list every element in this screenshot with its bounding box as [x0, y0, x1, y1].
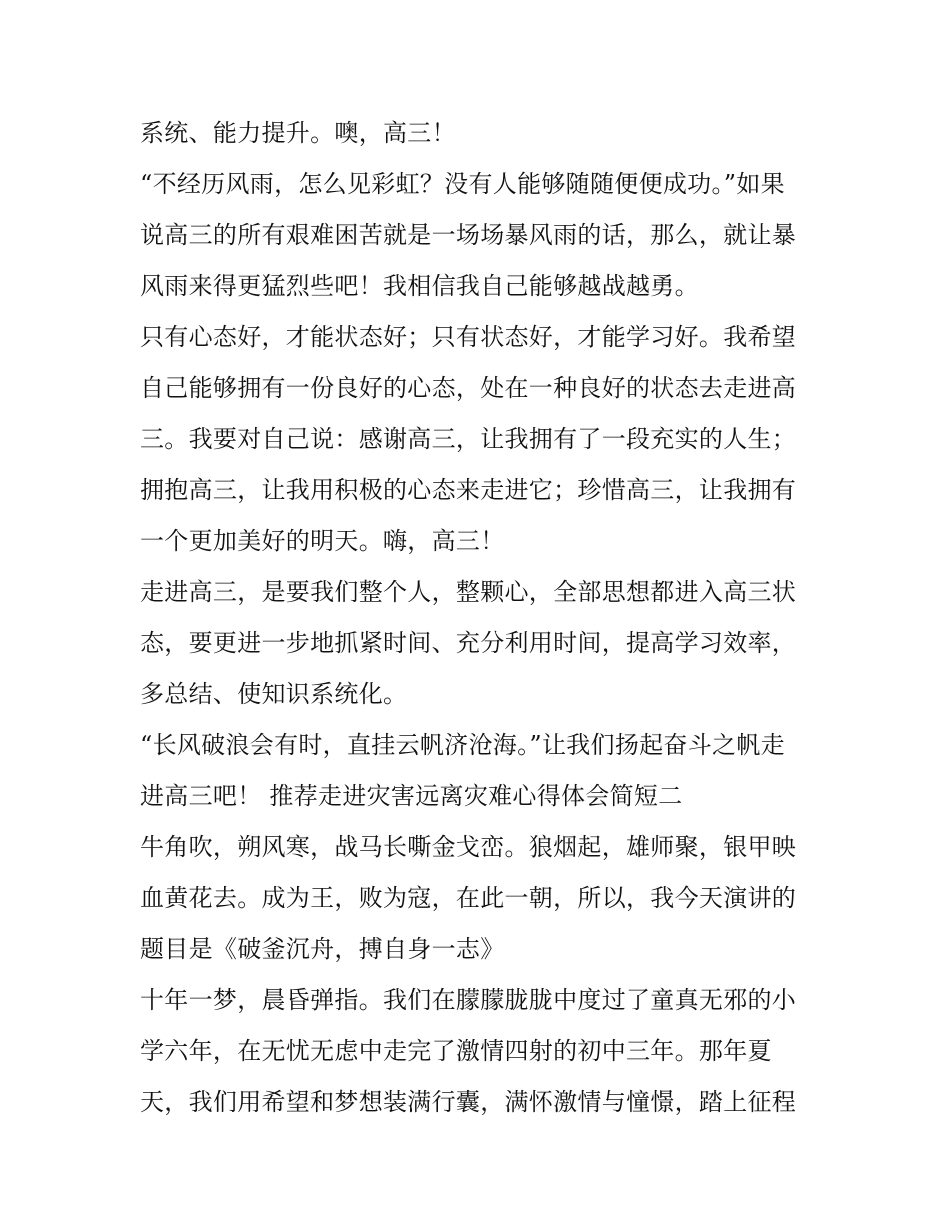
text-line: 拥抱高三，让我用积极的心态来走进它；珍惜高三，让我拥有 [140, 476, 797, 504]
text-line: 血黄花去。成为王，败为寇，在此一朝，所以，我今天演讲的 [140, 884, 797, 912]
text-line: 题目是《破釜沉舟，搏自身一志》 [140, 935, 505, 963]
text-line: 进高三吧！ 推荐走进灾害远离灾难心得体会简短二 [140, 782, 683, 810]
text-line: 三。我要对自己说：感谢高三，让我拥有了一段充实的人生； [140, 425, 797, 453]
text-line: 态，要更进一步地抓紧时间、充分利用时间，提高学习效率， [140, 629, 797, 657]
text-line: 十年一梦，晨昏弹指。我们在朦朦胧胧中度过了童真无邪的小 [140, 986, 797, 1014]
text-line: 一个更加美好的明天。嗨，高三！ [140, 527, 505, 555]
text-line: 自己能够拥有一份良好的心态，处在一种良好的状态去走进高 [140, 374, 797, 402]
text-line: 系统、能力提升。噢，高三！ [140, 119, 456, 147]
body-text [140, 108, 820, 1128]
text-line: “长风破浪会有时，直挂云帆济沧海。”让我们扬起奋斗之帆走 [140, 731, 785, 759]
text-line: 走进高三，是要我们整个人，整颗心，全部思想都进入高三状 [140, 578, 797, 606]
text-line: “不经历风雨，怎么见彩虹？没有人能够随随便便成功。”如果 [140, 170, 785, 198]
text-line: 牛角吹，朔风寒，战马长嘶金戈峦。狼烟起，雄师聚，银甲映 [140, 833, 797, 861]
text-line: 说高三的所有艰难困苦就是一场场暴风雨的话，那么，就让暴 [140, 221, 797, 249]
text-line: 只有心态好，才能状态好；只有状态好，才能学习好。我希望 [140, 323, 797, 351]
text-line: 学六年，在无忧无虑中走完了激情四射的初中三年。那年夏 [140, 1037, 772, 1065]
text-line: 风雨来得更猛烈些吧！我相信我自己能够越战越勇。 [140, 272, 699, 300]
text-line: 天，我们用希望和梦想装满行囊，满怀激情与憧憬，踏上征程 [140, 1088, 797, 1116]
text-line: 多总结、使知识系统化。 [140, 680, 408, 708]
